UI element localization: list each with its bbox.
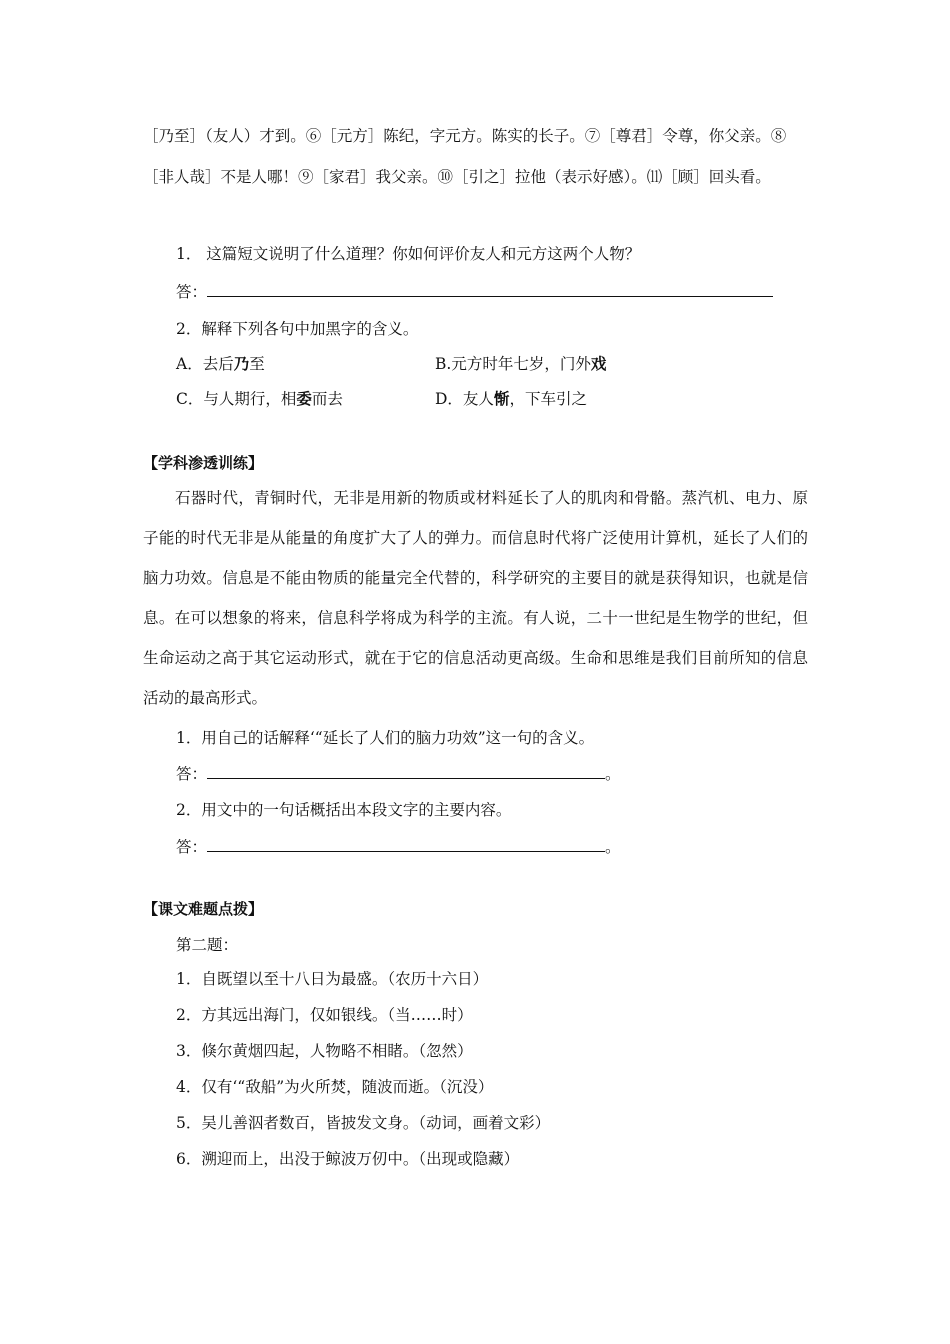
annotation-notes: ［乃至］（友人）才到。⑥［元方］陈纪，字元方。陈实的长子。⑦［尊君］令尊，你父亲。⑧［非人哉］不是人哪！⑨［家君］我父亲。⑩［引之］拉他（表示好感）。⑾［顾］回头看。 <box>143 127 787 186</box>
option-a <box>176 354 265 374</box>
list-item: 2．方其远出海门，仅如银线。（当……时） <box>176 1006 473 1024</box>
option-d-text: D．友人 <box>435 390 494 408</box>
answer-label: 答： <box>176 283 208 301</box>
option-b <box>435 354 606 374</box>
option-b-text: B.元方时年七岁，门外 <box>435 355 591 373</box>
passage-answer-row-1 <box>176 764 621 784</box>
sub-heading: 第二题： <box>176 936 239 954</box>
option-a-bold: 乃 <box>233 354 250 373</box>
option-c-text: C．与人期行，相 <box>176 390 297 408</box>
option-a-text: A．去后 <box>176 355 234 373</box>
answer-blank[interactable] <box>207 764 605 779</box>
list-item: 5．吴儿善泅者数百，皆披发文身。（动词，画着文彩） <box>176 1114 551 1132</box>
passage-answer-row-2 <box>176 837 621 857</box>
list-item: 1．自既望以至十八日为最盛。（农历十六日） <box>176 970 489 988</box>
question-2: 2．解释下列各句中加黑字的含义。 <box>176 320 419 338</box>
option-b-bold: 戏 <box>590 354 607 373</box>
answer-blank[interactable] <box>207 282 773 297</box>
question-1: 1． 这篇短文说明了什么道理？你如何评价友人和元方这两个人物？ <box>176 245 641 263</box>
section-heading-difficult-points: 【课文难题点拨】 <box>143 900 264 918</box>
answer-period: 。 <box>605 838 621 856</box>
answer-period: 。 <box>605 765 621 783</box>
option-c-post: 而去 <box>311 390 343 408</box>
answer-label: 答： <box>176 765 208 783</box>
option-d-bold: 惭 <box>493 389 510 408</box>
list-item: 4．仅有‘“敌船”为火所焚，随波而逝。（沉没） <box>176 1078 494 1096</box>
list-item: 6．溯迎而上，出没于鲸波万仞中。（出现或隐藏） <box>176 1150 520 1168</box>
option-c-bold: 委 <box>296 389 312 408</box>
option-a-post: 至 <box>249 355 265 373</box>
passage-question-1: 1．用自己的话解释‘“延长了人们的脑力功效”这一句的含义。 <box>176 729 595 747</box>
reading-passage: 石器时代，青铜时代，无非是用新的物质或材料延长了人的肌肉和骨骼。蒸汽机、电力、原子能的时代无非是从能量的角度扩大了人的弹力。而信息时代将广泛使用计算机，延长了人们的脑力功效。信息是不能由物质的能量完全代替的，科学研究的主要目的就是获得知识，也就是信息。在可以想象的将来，信息科学将成为科学的主流。有人说，二十一世纪是生物学的世纪，但生命运动之高于其它运动形式，就在于它的信息活动更高级。生命和思维是我们目前所知的信息活动的最高形式。 <box>143 489 808 707</box>
option-d <box>435 389 587 409</box>
section-heading-interdisciplinary: 【学科渗透训练】 <box>143 454 264 472</box>
option-c <box>176 389 343 409</box>
answer-row-1 <box>176 282 773 302</box>
answer-label: 答： <box>176 838 208 856</box>
passage-question-2: 2．用文中的一句话概括出本段文字的主要内容。 <box>176 801 512 819</box>
option-d-post: ，下车引之 <box>509 390 587 408</box>
answer-blank[interactable] <box>207 837 605 852</box>
list-item: 3．倏尔黄烟四起，人物略不相睹。（忽然） <box>176 1042 473 1060</box>
